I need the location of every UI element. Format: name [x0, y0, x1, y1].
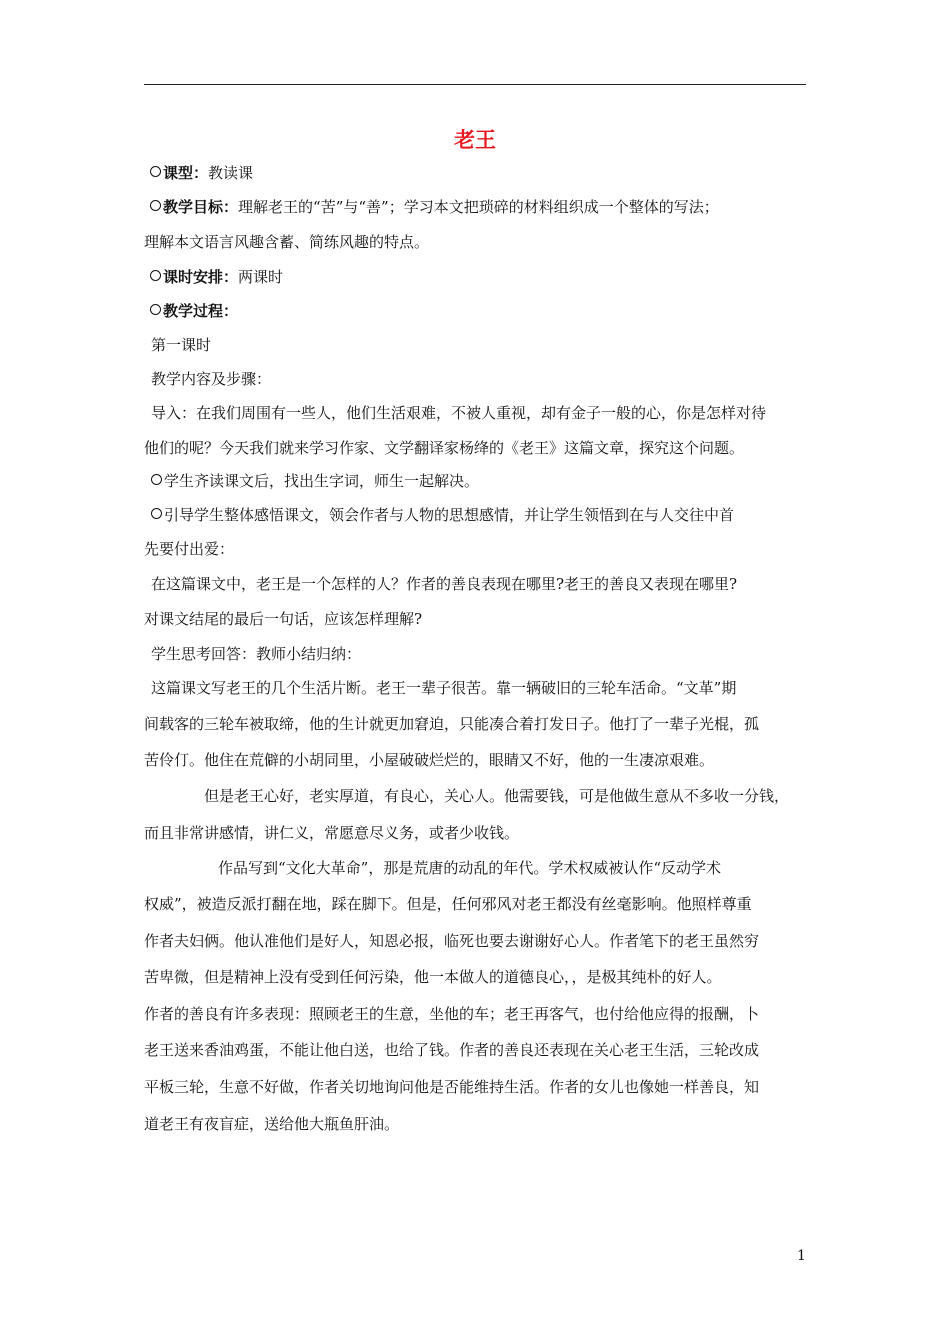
- process-label: 教学过程: [163, 302, 224, 320]
- objectives-line-2: 理解本文语言风趣含蓄、简练风趣的特点。: [144, 233, 430, 251]
- process-line: 教学过程：: [150, 300, 238, 322]
- text-line: 作品写到“文化大革命”，那是荒唐的动乱的年代。学术权威被认作“反动学术: [218, 859, 722, 877]
- text-line: 教学内容及步骤：: [151, 370, 272, 388]
- course-type-line: 课型：教读课: [150, 162, 253, 184]
- text-line: 学生齐读课文后，找出生字词，师生一起解决。: [151, 470, 479, 492]
- page-number: 1: [797, 1248, 806, 1264]
- text-line: 引导学生整体感悟课文，领会作者与人物的思想感情，并让学生领悟到在与人交往中首: [151, 504, 734, 526]
- text-line: 但是老王心好，老实厚道，有良心，关心人。他需要钱，可是他做生意从不多收一分钱，: [204, 787, 790, 805]
- text-line: 苦卑微，但是精神上没有受到任何污染，他一本做人的道德良心，，是极其纯朴的好人。: [144, 968, 722, 986]
- text-line: 第一课时: [151, 336, 212, 354]
- text-line: 学生思考回答：教师小结归纳：: [151, 645, 362, 663]
- circle-bullet-icon: [150, 166, 161, 177]
- text-line: 苦伶仃。他住在荒僻的小胡同里，小屋破破烂烂的，眼睛又不好，他的一生凄凉艰难。: [144, 751, 715, 769]
- text-line: 先要付出爱：: [144, 540, 235, 558]
- schedule-value: 两课时: [238, 268, 284, 286]
- text-line: 而且非常讲感情，讲仁义，常愿意尽义务，或者少收钱。: [144, 824, 520, 842]
- header-rule: [144, 84, 806, 85]
- objectives-label: 教学目标: [163, 198, 224, 216]
- text-line: 这篇课文写老王的几个生活片断。老王一辈子很苦。靠一辆破旧的三轮车活命。“文革”期: [151, 679, 737, 697]
- schedule-label: 课时安排: [163, 268, 224, 286]
- text-line: 权威”，被造反派打翻在地，踩在脚下。但是，任何邪风对老王都没有丝毫影响。他照样尊重: [144, 895, 752, 913]
- text-line: 间载客的三轮车被取缔，他的生计就更加窘迫，只能凑合着打发日子。他打了一辈子光棍，孤: [144, 715, 760, 733]
- course-type-value: 教读课: [208, 164, 254, 182]
- text-line: 道老王有夜盲症，送给他大瓶鱼肝油。: [144, 1115, 400, 1133]
- circle-bullet-icon: [151, 474, 162, 485]
- text-line: 他们的呢？今天我们就来学习作家、文学翻译家杨绛的《老王》这篇文章，探究这个问题。: [144, 439, 745, 457]
- circle-bullet-icon: [151, 508, 162, 519]
- circle-bullet-icon: [150, 270, 161, 281]
- text-line: 导入：在我们周围有一些人，他们生活艰难，不被人重视，却有金子一般的心，你是怎样对待: [151, 404, 767, 422]
- text-line: 在这篇课文中，老王是一个怎样的人？作者的善良表现在哪里?老王的善良又表现在哪里?: [151, 575, 738, 593]
- text-line: 作者的善良有许多表现：照顾老王的生意，坐他的车；老王再客气，也付给他应得的报酬，卜: [144, 1005, 760, 1023]
- schedule-line: 课时安排：两课时: [150, 266, 283, 288]
- text-line: 平板三轮，生意不好做，作者关切地询问他是否能维持生活。作者的女儿也像她一样善良，知: [144, 1078, 760, 1096]
- text-line: 作者夫妇俩。他认准他们是好人，知恩必报，临死也要去谢谢好心人。作者笔下的老王虽然穷: [144, 932, 760, 950]
- objectives-line: 教学目标：理解老王的“苦”与“善”；学习本文把琐碎的材料组织成一个整体的写法；: [150, 196, 719, 218]
- text-line: 老王送来香油鸡蛋，不能让他白送，也给了钱。作者的善良还表现在关心老王生活，三轮改成: [144, 1041, 760, 1059]
- course-type-label: 课型: [163, 164, 194, 182]
- page-title: 老王: [454, 127, 496, 152]
- text-line: 对课文结尾的最后一句话，应该怎样理解?: [144, 610, 423, 628]
- circle-bullet-icon: [150, 200, 161, 211]
- circle-bullet-icon: [150, 304, 161, 315]
- objectives-text: 理解老王的“苦”与“善”；学习本文把琐碎的材料组织成一个整体的写法；: [238, 198, 719, 216]
